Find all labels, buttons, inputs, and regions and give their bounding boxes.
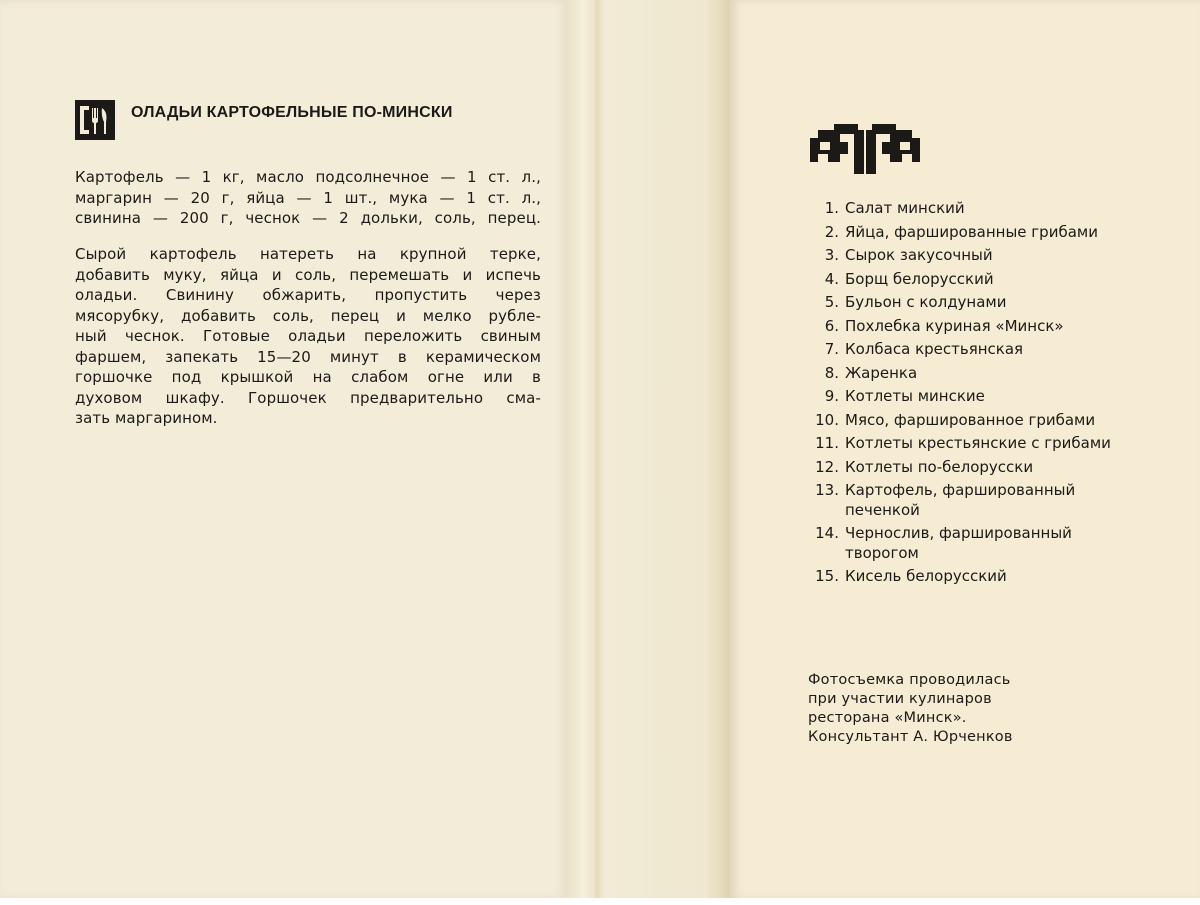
credits-line: Консультант А. Юрченков <box>808 729 1013 745</box>
contents-item-number: 1. <box>824 199 839 217</box>
contents-item <box>805 567 1135 587</box>
ornament-emblem-icon <box>806 120 924 178</box>
contents-item-title: Колбаса крестьянская <box>845 340 1024 358</box>
ingredients-line: маргарин — 20 г, яйца — 1 шт., мука — 1 ст. л., <box>75 188 541 207</box>
ingredients-line: свинина — 200 г, чеснок — 2 дольки, соль, перец. <box>75 209 541 227</box>
contents-item <box>805 340 1135 360</box>
contents-item-title: Котлеты по-белорусски <box>845 457 1034 476</box>
method-text <box>75 244 541 429</box>
contents-item-number: 11. <box>815 434 839 452</box>
contents-item-title: Салат минский <box>845 199 965 217</box>
credits-line: ресторана «Минск». <box>808 710 967 726</box>
contents-item <box>805 364 1135 384</box>
contents-item <box>805 481 1135 520</box>
contents-item-number: 8. <box>824 363 839 382</box>
contents-item-title: Кисель белорусский <box>845 567 1007 585</box>
method-line: оладьи. Свинину обжарить, пропустить через <box>75 286 541 304</box>
method-line: ный чеснок. Готовые оладьи переложить свиным <box>75 327 541 345</box>
contents-item-title: Котлеты крестьянские с грибами <box>845 434 1111 452</box>
contents-item <box>805 199 1135 219</box>
contents-item-title: Картофель, фаршированный печенкой <box>845 481 1076 519</box>
credits-line: при участии кулинаров <box>808 691 992 707</box>
recipe-header <box>75 100 453 140</box>
method-line: фаршем, запекать 15—20 минут в керамическом <box>75 347 541 366</box>
scan-edge <box>0 898 1200 905</box>
contents-item <box>805 317 1135 337</box>
contents-item-number: 2. <box>824 222 839 241</box>
ingredients-line: Картофель — 1 кг, масло подсолнечное — 1 ст. л., <box>75 168 541 186</box>
contents-item <box>805 524 1135 563</box>
contents-item <box>805 223 1135 243</box>
recipe-title: ОЛАДЬИ КАРТОФЕЛЬНЫЕ ПО-МИНСКИ <box>131 104 453 121</box>
contents-item-number: 10. <box>815 410 839 429</box>
contents-item-title: Борщ белорусский <box>845 269 994 288</box>
contents-list <box>805 199 1135 591</box>
cutlery-logo-icon <box>75 100 115 140</box>
contents-item-title: Чернослив, фаршированный творогом <box>845 524 1072 562</box>
contents-item-number: 6. <box>824 316 839 335</box>
method-line: Сырой картофель натереть на крупной терке, <box>75 245 541 263</box>
contents-item-number: 13. <box>815 481 839 499</box>
contents-item-number: 14. <box>815 524 839 542</box>
method-line: мясорубку, добавить соль, перец и мелко рубле- <box>75 306 541 325</box>
method-line: зать маргарином. <box>75 409 218 427</box>
contents-item-title: Похлебка куриная «Минск» <box>845 316 1064 335</box>
credits <box>808 671 1013 747</box>
contents-item-title: Бульон с колдунами <box>845 293 1007 311</box>
contents-item <box>805 246 1135 266</box>
method-line: горшочке под крышкой на слабом огне или в <box>75 368 541 386</box>
contents-item <box>805 411 1135 431</box>
contents-item-number: 9. <box>824 387 839 405</box>
contents-item-title: Мясо, фаршированное грибами <box>845 410 1096 429</box>
contents-item-number: 3. <box>824 246 839 264</box>
contents-item-title: Жаренка <box>845 363 918 382</box>
contents-item <box>805 434 1135 454</box>
contents-item-number: 12. <box>815 457 839 476</box>
contents-item-number: 7. <box>824 340 839 358</box>
contents-item-title: Сырок закусочный <box>845 246 993 264</box>
contents-item <box>805 293 1135 313</box>
contents-item <box>805 270 1135 290</box>
contents-item-number: 15. <box>815 567 839 585</box>
credits-line: Фотосъемка проводилась <box>808 672 1011 688</box>
contents-item-title: Яйца, фаршированные грибами <box>845 222 1098 241</box>
contents-item <box>805 387 1135 407</box>
contents-item-title: Котлеты минские <box>845 387 985 405</box>
contents-item-number: 4. <box>824 269 839 288</box>
ingredients-text <box>75 167 541 229</box>
book-spine <box>565 0 730 900</box>
contents-item <box>805 458 1135 478</box>
method-line: добавить муку, яйца и соль, перемешать и испечь <box>75 265 541 284</box>
contents-item-number: 5. <box>824 293 839 311</box>
method-line: духовом шкафу. Горшочек предварительно сма- <box>75 388 541 407</box>
